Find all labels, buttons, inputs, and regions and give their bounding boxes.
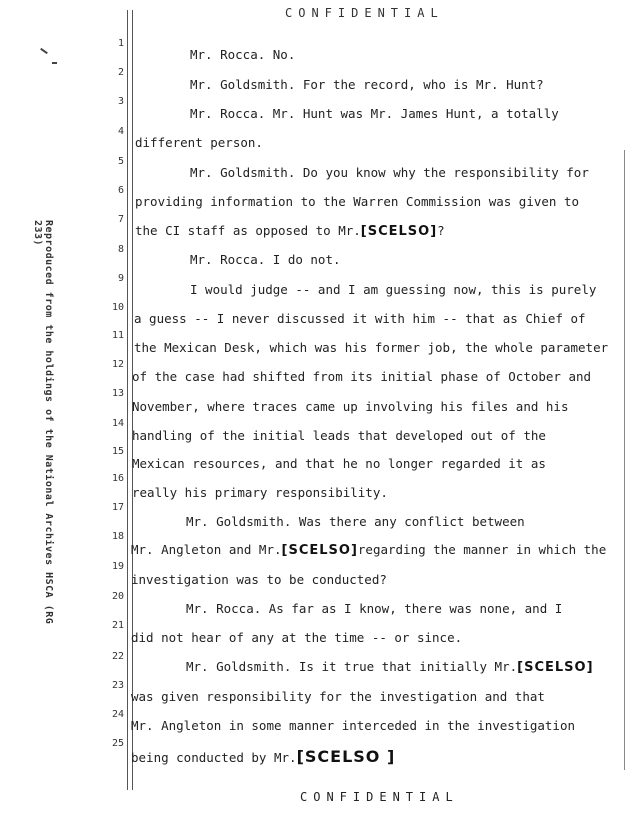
transcript-line: Mr. Rocca. As far as I know, there was none, and I — [186, 601, 563, 616]
transcript-line: Mr. Rocca. I do not. — [190, 252, 341, 267]
line-number: 1 — [117, 38, 124, 49]
transcript-line: Mr. Goldsmith. For the record, who is Mr. Hunt? — [190, 77, 544, 92]
line-number: 7 — [117, 214, 124, 225]
line-number: 23 — [111, 680, 124, 691]
line-number: 15 — [111, 446, 124, 457]
line-number: 10 — [111, 302, 124, 313]
transcript-line: November, where traces came up involving his files and his — [132, 399, 569, 414]
transcript-line: Mr. Goldsmith. Is it true that initially Mr.[SCELSO] — [186, 659, 594, 675]
transcript-line: Mr. Angleton in some manner interceded in the investigation — [131, 718, 576, 733]
line-number: 4 — [117, 126, 124, 137]
line-number: 16 — [111, 473, 124, 484]
handwritten-name: [SCELSO] — [517, 660, 594, 675]
transcript-line: the CI staff as opposed to Mr.[SCELSO]? — [135, 223, 445, 239]
transcript-line: was given responsibility for the investigation and that — [131, 689, 545, 704]
line-number: 19 — [111, 561, 124, 572]
line-number: 9 — [117, 273, 124, 284]
line-number: 2 — [117, 67, 124, 78]
line-number: 20 — [111, 591, 124, 602]
right-margin-rule — [624, 150, 625, 770]
line-number: 8 — [117, 244, 124, 255]
transcript-line: providing information to the Warren Commission was given to — [135, 194, 580, 209]
transcript-line: Mr. Rocca. No. — [190, 47, 296, 62]
line-number: 3 — [117, 96, 124, 107]
handwritten-name: [SCELSO] — [281, 543, 358, 558]
line-number: 12 — [111, 359, 124, 370]
line-number: 11 — [111, 330, 124, 341]
transcript-line: Mr. Goldsmith. Was there any conflict between — [186, 514, 525, 529]
line-number: 13 — [111, 388, 124, 399]
line-number: 18 — [111, 531, 124, 542]
transcript-line: Mr. Rocca. Mr. Hunt was Mr. James Hunt, a totally — [190, 106, 559, 121]
transcript-line: of the case had shifted from its initial phase of October and — [132, 369, 592, 384]
transcript-line: Mr. Angleton and Mr.[SCELSO]regarding the manner in which the — [131, 542, 607, 558]
line-number: 21 — [111, 620, 124, 631]
line-number: 5 — [117, 156, 124, 167]
line-number: 24 — [111, 709, 124, 720]
scan-mark — [52, 62, 57, 64]
transcript-line: Mr. Goldsmith. Do you know why the responsibility for — [190, 165, 589, 180]
transcript-line: did not hear of any at the time -- or since. — [131, 630, 463, 645]
archive-side-note: Reproduced from the holdings of the National Archives HSCA (RG 233) — [32, 220, 54, 625]
transcript-line: handling of the initial leads that developed out of the — [132, 428, 546, 443]
transcript-line: really his primary responsibility. — [132, 485, 388, 500]
line-number: 17 — [111, 502, 124, 513]
scan-mark — [40, 48, 48, 54]
handwritten-name: [SCELSO] — [360, 224, 438, 239]
transcript-line: being conducted by Mr.[SCELSO ] — [131, 747, 396, 766]
transcript-line: investigation was to be conducted? — [131, 572, 387, 587]
handwritten-name: [SCELSO ] — [296, 747, 396, 766]
transcript-line: the Mexican Desk, which was his former job, the whole parameter — [134, 340, 609, 355]
header-confidential: CONFIDENTIAL — [285, 6, 444, 20]
line-number: 6 — [117, 185, 124, 196]
line-number: 22 — [111, 651, 124, 662]
line-number: 25 — [111, 738, 124, 749]
line-number: 14 — [111, 418, 124, 429]
transcript-line: a guess -- I never discussed it with him -- that as Chief of — [134, 311, 586, 326]
transcript-line: I would judge -- and I am guessing now, this is purely — [190, 282, 597, 297]
transcript-line: Mexican resources, and that he no longer regarded it as — [132, 456, 546, 471]
transcript-line: different person. — [135, 135, 263, 150]
footer-confidential: CONFIDENTIAL — [300, 790, 459, 804]
